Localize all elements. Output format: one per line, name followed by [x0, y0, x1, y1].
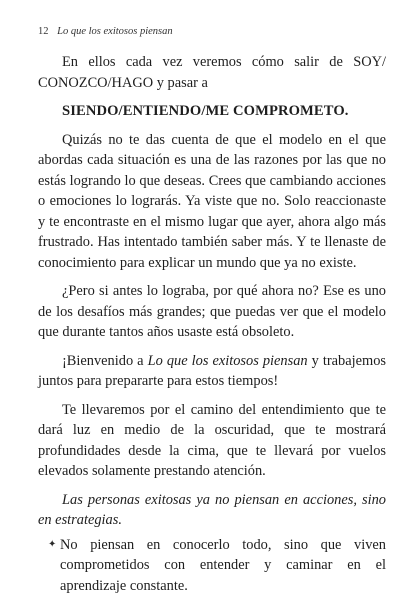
bullet-item: [38, 535, 386, 596]
page-body: [38, 52, 386, 596]
paragraph-3: ¿Pero si antes lo lograba, por qué ahora no? Ese es uno de los desafíos más grandes; que puedas ver que el modelo que durante tantos años usaste está obsoleto.: [38, 281, 386, 343]
book-title: Lo que los exitosos piensan: [57, 26, 173, 37]
paragraph-6: Las personas exitosas ya no piensan en acciones, sino en estrategias.: [38, 490, 386, 531]
running-header: [38, 26, 173, 37]
paragraph-4-end: y trabajemos juntos para prepararte para estos tiempos!: [38, 353, 386, 390]
emphasis-line: SIENDO/ENTIENDO/ME COMPROMETO.: [38, 101, 386, 122]
paragraph-1: En ellos cada vez veremos cómo salir de SOY/ CONOZCO/HAGO y pasar a: [38, 52, 386, 93]
paragraph-5: Te llevaremos por el camino del entendimiento que te dará luz en medio de la oscuridad, que te mostrará profundidades desde la cima, que te llevará por vuelos elevados solamente prestando atención.: [38, 400, 386, 482]
diamond-bullet-icon: ✦: [48, 535, 60, 556]
paragraph-4: [38, 351, 386, 392]
paragraph-4-start: ¡Bienvenido a: [62, 353, 148, 369]
page-number: 12: [38, 26, 49, 37]
paragraph-2: Quizás no te das cuenta de que el modelo en el que abordas cada situación es una de las razones por las que no estás logrando lo que deseas. Crees que cambiando acciones o emociones lo lograrás. Ya viste que no. Solo reaccionaste y te encontraste en el mismo lugar que ayer, ahora algo más frustrado. Has intentado también saber más. Y te llenaste de conocimiento para explicar un mundo que ya no existe.: [38, 130, 386, 274]
book-title-inline: Lo que los exitosos piensan: [148, 353, 308, 369]
bullet-text: No piensan en conocerlo todo, sino que viven comprometidos con entender y caminar en el aprendizaje constante.: [60, 535, 386, 596]
